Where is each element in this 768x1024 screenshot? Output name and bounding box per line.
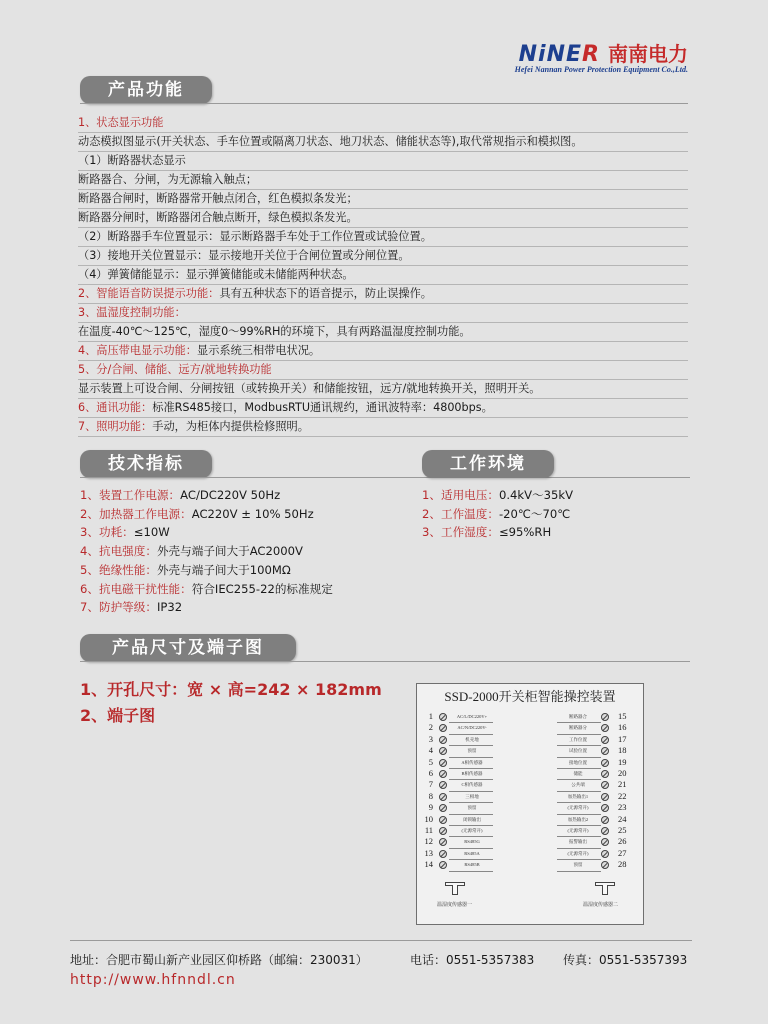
terminal-screw-icon — [601, 736, 609, 744]
terminal-separator — [449, 757, 493, 758]
terminal-number: 10 — [424, 813, 433, 824]
terminal-diagram — [416, 683, 644, 925]
terminal-label: RS485B — [464, 862, 480, 868]
function-line — [78, 284, 688, 304]
terminal-number: 22 — [618, 790, 627, 801]
terminal-screw-icon — [601, 827, 609, 835]
function-line — [78, 417, 688, 437]
terminal-separator — [449, 722, 493, 723]
terminal-number: 12 — [424, 836, 433, 847]
terminal-number: 1 — [428, 711, 433, 721]
terminal-screw-icon — [439, 850, 447, 858]
terminal-label: RS485G — [464, 839, 480, 845]
tech-spec-label: 6、抗电磁干扰性能： — [80, 581, 192, 596]
terminal-label: (无源常开) — [567, 850, 589, 856]
footer-divider — [70, 940, 692, 941]
tech-spec-label: 4、抗电强度： — [80, 544, 157, 559]
terminal-separator — [557, 745, 601, 746]
section-title-tech: 技术指标 — [80, 450, 212, 478]
terminal-diagram-title: SSD-2000开关柜智能操控装置 — [444, 689, 616, 704]
terminal-separator — [449, 836, 493, 837]
terminal-label: (无源常开) — [567, 805, 589, 811]
function-line — [78, 151, 688, 171]
function-line — [78, 341, 688, 361]
tech-spec-value: 符合IEC255-22的标准规定 — [191, 581, 333, 596]
terminal-screw-icon — [439, 713, 447, 721]
tech-spec-item — [80, 523, 170, 542]
function-text: 具有五种状态下的语音提示，防止误操作。 — [219, 287, 432, 300]
terminal-screw-icon — [601, 838, 609, 846]
tech-spec-value: IP32 — [156, 600, 183, 615]
environment-label: 3、工作湿度： — [422, 525, 499, 540]
terminal-number: 25 — [618, 825, 627, 835]
terminal-screw-icon — [601, 724, 609, 732]
function-text: 显示系统三相带电状况。 — [197, 344, 321, 357]
terminal-screw-icon — [601, 850, 609, 858]
function-line — [78, 132, 688, 152]
terminal-separator — [557, 825, 601, 826]
terminal-separator — [449, 848, 493, 849]
tech-spec-item — [80, 505, 314, 524]
tech-spec-label: 3、功耗： — [80, 525, 134, 540]
terminal-screw-icon — [601, 781, 609, 789]
function-text: 动态模拟图显示(开关状态、手车位置或隔离刀状态、地刀状态、储能状态等),取代常规指示和模拟图。 — [78, 135, 583, 148]
terminal-number: 9 — [428, 802, 433, 813]
function-heading: 1、状态显示功能 — [78, 116, 164, 129]
tech-spec-value: ≤10W — [133, 525, 170, 540]
terminal-screw-icon — [439, 838, 447, 846]
function-text: （2）断路器手车位置显示：显示断路器手车处于工作位置或试验位置。 — [78, 230, 432, 243]
terminal-separator — [449, 814, 493, 815]
terminal-diagram-label: 2、端子图 — [80, 706, 156, 725]
function-line — [78, 265, 688, 285]
terminal-label: 三相地 — [465, 793, 479, 799]
terminal-screw-icon — [439, 747, 447, 755]
logo-text-prefix: NiNE — [518, 42, 583, 67]
terminal-screw-icon — [601, 793, 609, 801]
environment-label: 1、适用电压： — [422, 488, 499, 502]
terminal-screw-icon — [601, 713, 609, 721]
terminal-label: 预留 — [467, 748, 477, 754]
terminal-label: 断路器分 — [569, 725, 587, 731]
logo-chinese-name: 南南电力 — [608, 42, 688, 66]
function-heading: 3、温湿度控制功能： — [78, 306, 186, 319]
terminal-separator — [557, 768, 601, 769]
sensor-connector-icon — [445, 882, 465, 896]
environment-value: -20℃～70℃ — [498, 506, 571, 521]
terminal-number: 24 — [618, 813, 627, 824]
section-title-dimensions: 产品尺寸及端子图 — [80, 634, 296, 662]
terminal-separator — [449, 745, 493, 746]
terminal-number: 18 — [618, 745, 627, 756]
terminal-screw-icon — [439, 770, 447, 778]
section-divider — [80, 103, 688, 104]
terminal-label: 接地位置 — [569, 759, 587, 765]
footer-phone: 电话：0551-5357383 — [410, 953, 535, 967]
terminal-label: A相传感器 — [461, 759, 483, 765]
terminal-number: 16 — [618, 722, 627, 733]
tech-spec-item — [80, 580, 333, 599]
terminal-label: 试验位置 — [569, 748, 587, 754]
terminal-screw-icon — [439, 793, 447, 801]
terminal-screw-icon — [601, 861, 609, 869]
function-line — [78, 398, 688, 418]
terminal-screw-icon — [439, 861, 447, 869]
terminal-number: 7 — [428, 779, 433, 790]
function-line — [78, 208, 688, 228]
terminal-separator — [557, 848, 601, 849]
terminal-label: 闭锁输出 — [463, 816, 481, 822]
terminal-separator — [557, 757, 601, 758]
terminal-screw-icon — [601, 804, 609, 812]
terminal-separator — [449, 768, 493, 769]
terminal-number: 5 — [428, 756, 433, 767]
function-line — [78, 303, 688, 323]
section-divider — [80, 661, 690, 662]
function-text: 断路器合闸时，断路器常开触点闭合，红色模拟条发光； — [78, 192, 358, 205]
terminal-screw-icon — [601, 770, 609, 778]
function-text: （4）弹簧储能显示：显示弹簧储能或未储能两种状态。 — [78, 268, 354, 281]
terminal-separator — [557, 791, 601, 792]
terminal-number: 14 — [424, 859, 433, 870]
terminal-number: 4 — [428, 745, 433, 756]
terminal-label: 预留 — [573, 862, 583, 868]
environment-item — [422, 523, 551, 542]
tech-spec-value: 外壳与端子间大于AC2000V — [156, 544, 303, 559]
terminal-screw-icon — [601, 747, 609, 755]
function-text: 显示装置上可设合闸、分闸按钮（或转换开关）和储能按钮，远方/就地转换开关，照明开关。 — [78, 382, 541, 395]
terminal-screw-icon — [601, 816, 609, 824]
terminal-number: 8 — [428, 790, 433, 801]
terminal-label: AC/L/DC220V+ — [456, 714, 488, 719]
tech-spec-label: 7、防护等级： — [80, 600, 157, 615]
terminal-screw-icon — [601, 759, 609, 767]
terminal-label: 加热输出1 — [567, 793, 589, 799]
terminal-separator — [449, 734, 493, 735]
terminal-number: 19 — [618, 756, 627, 767]
terminal-number: 11 — [424, 825, 433, 835]
terminal-separator — [557, 722, 601, 723]
environment-value: ≤95%RH — [498, 525, 552, 540]
terminal-number: 15 — [618, 711, 627, 721]
tech-spec-value: AC/DC220V 50Hz — [180, 488, 281, 502]
terminal-separator — [449, 871, 493, 872]
terminal-screw-icon — [439, 759, 447, 767]
terminal-separator — [557, 871, 601, 872]
terminal-number: 3 — [428, 733, 433, 744]
tech-spec-value: 外壳与端子间大于100MΩ — [156, 562, 291, 577]
tech-spec-item — [80, 486, 280, 505]
tech-spec-item — [80, 598, 182, 617]
tech-spec-label: 1、装置工作电源： — [80, 488, 181, 502]
function-heading: 4、高压带电显示功能： — [78, 344, 197, 357]
cutout-size: 1、开孔尺寸：宽 × 高=242 × 182mm — [80, 680, 382, 699]
website-link[interactable]: http://www.hfnndl.cn — [70, 972, 236, 988]
tech-spec-value: AC220V ± 10% 50Hz — [191, 506, 314, 521]
company-logo — [519, 38, 688, 67]
terminal-separator — [557, 779, 601, 780]
terminal-separator — [449, 825, 493, 826]
terminal-number: 23 — [618, 802, 627, 813]
terminal-number: 27 — [618, 847, 627, 858]
function-heading: 7、照明功能： — [78, 420, 153, 433]
terminal-screw-icon — [439, 781, 447, 789]
tech-spec-label: 2、加热器工作电源： — [80, 506, 192, 521]
function-text: （3）接地开关位置显示：显示接地开关位于合闸位置或分闸位置。 — [78, 249, 410, 262]
terminal-label: B相传感器 — [461, 771, 483, 776]
terminal-number: 6 — [428, 768, 433, 778]
section-divider — [80, 477, 690, 478]
function-heading: 2、智能语音防误提示功能： — [78, 287, 220, 300]
terminal-number: 13 — [424, 847, 433, 858]
function-text: 手动，为柜体内提供检修照明。 — [152, 420, 309, 433]
tech-spec-item — [80, 542, 303, 561]
tech-spec-label: 5、绝缘性能： — [80, 562, 157, 577]
terminal-number: 28 — [618, 859, 627, 870]
function-text: 断路器合、分闸，为无源输入触点； — [78, 173, 258, 186]
environment-item — [422, 505, 570, 524]
terminal-label: 报警输出 — [569, 839, 587, 845]
section-title-functions: 产品功能 — [80, 76, 212, 104]
terminal-label: C相传感器 — [461, 782, 483, 788]
function-line — [78, 113, 688, 133]
terminal-label: RS485A — [464, 850, 480, 856]
terminal-screw-icon — [439, 804, 447, 812]
function-text: 在温度-40℃～125℃，湿度0～99%RH的环境下，具有两路温湿度控制功能。 — [78, 325, 471, 338]
terminal-label: 储能 — [573, 771, 583, 776]
terminal-label: 机壳地 — [465, 736, 479, 742]
terminal-separator — [557, 802, 601, 803]
function-text: 断路器分闸时，断路器闭合触点断开，绿色模拟条发光。 — [78, 211, 358, 224]
function-line — [78, 189, 688, 209]
terminal-separator — [557, 859, 601, 860]
function-line — [78, 246, 688, 266]
sensor-label: 温湿度传感器二 — [583, 903, 619, 908]
function-line — [78, 170, 688, 190]
function-line — [78, 379, 688, 399]
environment-value: 0.4kV～35kV — [498, 488, 574, 502]
terminal-separator — [557, 814, 601, 815]
terminal-screw-icon — [439, 724, 447, 732]
function-text: （1）断路器状态显示 — [78, 154, 186, 167]
terminal-number: 20 — [618, 768, 627, 778]
footer-fax: 传真：0551-5357393 — [563, 953, 688, 967]
terminal-label: 预留 — [467, 805, 477, 811]
terminal-separator — [557, 734, 601, 735]
sensor-connector-icon — [595, 882, 615, 896]
terminal-number: 21 — [618, 779, 627, 790]
environment-item — [422, 486, 573, 505]
section-title-environment: 工作环境 — [422, 450, 554, 478]
terminal-label: (无源常开) — [461, 828, 483, 833]
environment-label: 2、工作温度： — [422, 506, 499, 521]
terminal-label: 公共端 — [571, 782, 585, 788]
terminal-label: (无源常开) — [567, 828, 589, 833]
terminal-screw-icon — [439, 816, 447, 824]
tech-spec-item — [80, 561, 291, 580]
company-tagline: Hefei Nannan Power Protection Equipment Co.,Ltd. — [514, 65, 688, 74]
function-heading: 5、分/合闸、储能、远方/就地转换功能 — [78, 363, 272, 376]
function-line — [78, 227, 688, 247]
terminal-label: AC/N/DC220V- — [457, 725, 487, 731]
terminal-separator — [557, 836, 601, 837]
terminal-screw-icon — [439, 736, 447, 744]
terminal-separator — [449, 791, 493, 792]
terminal-separator — [449, 859, 493, 860]
terminal-label: 工作位置 — [569, 736, 587, 742]
terminal-number: 26 — [618, 836, 627, 847]
terminal-screw-icon — [439, 827, 447, 835]
terminal-separator — [449, 802, 493, 803]
terminal-separator — [449, 779, 493, 780]
terminal-number: 2 — [428, 722, 433, 733]
terminal-label: 加热输出2 — [567, 816, 589, 822]
function-heading: 6、通讯功能： — [78, 401, 153, 414]
sensor-label: 温湿度传感器一 — [437, 903, 473, 908]
terminal-number: 17 — [618, 733, 627, 744]
terminal-label: 断路器合 — [569, 714, 587, 719]
function-line — [78, 322, 688, 342]
logo-text-suffix: R — [582, 42, 600, 67]
footer-address: 地址：合肥市蜀山新产业园区仰桥路（邮编：230031） — [70, 953, 368, 967]
function-text: 标准RS485接口，ModbusRTU通讯规约，通讯波特率：4800bps。 — [152, 401, 493, 414]
function-line — [78, 360, 688, 380]
